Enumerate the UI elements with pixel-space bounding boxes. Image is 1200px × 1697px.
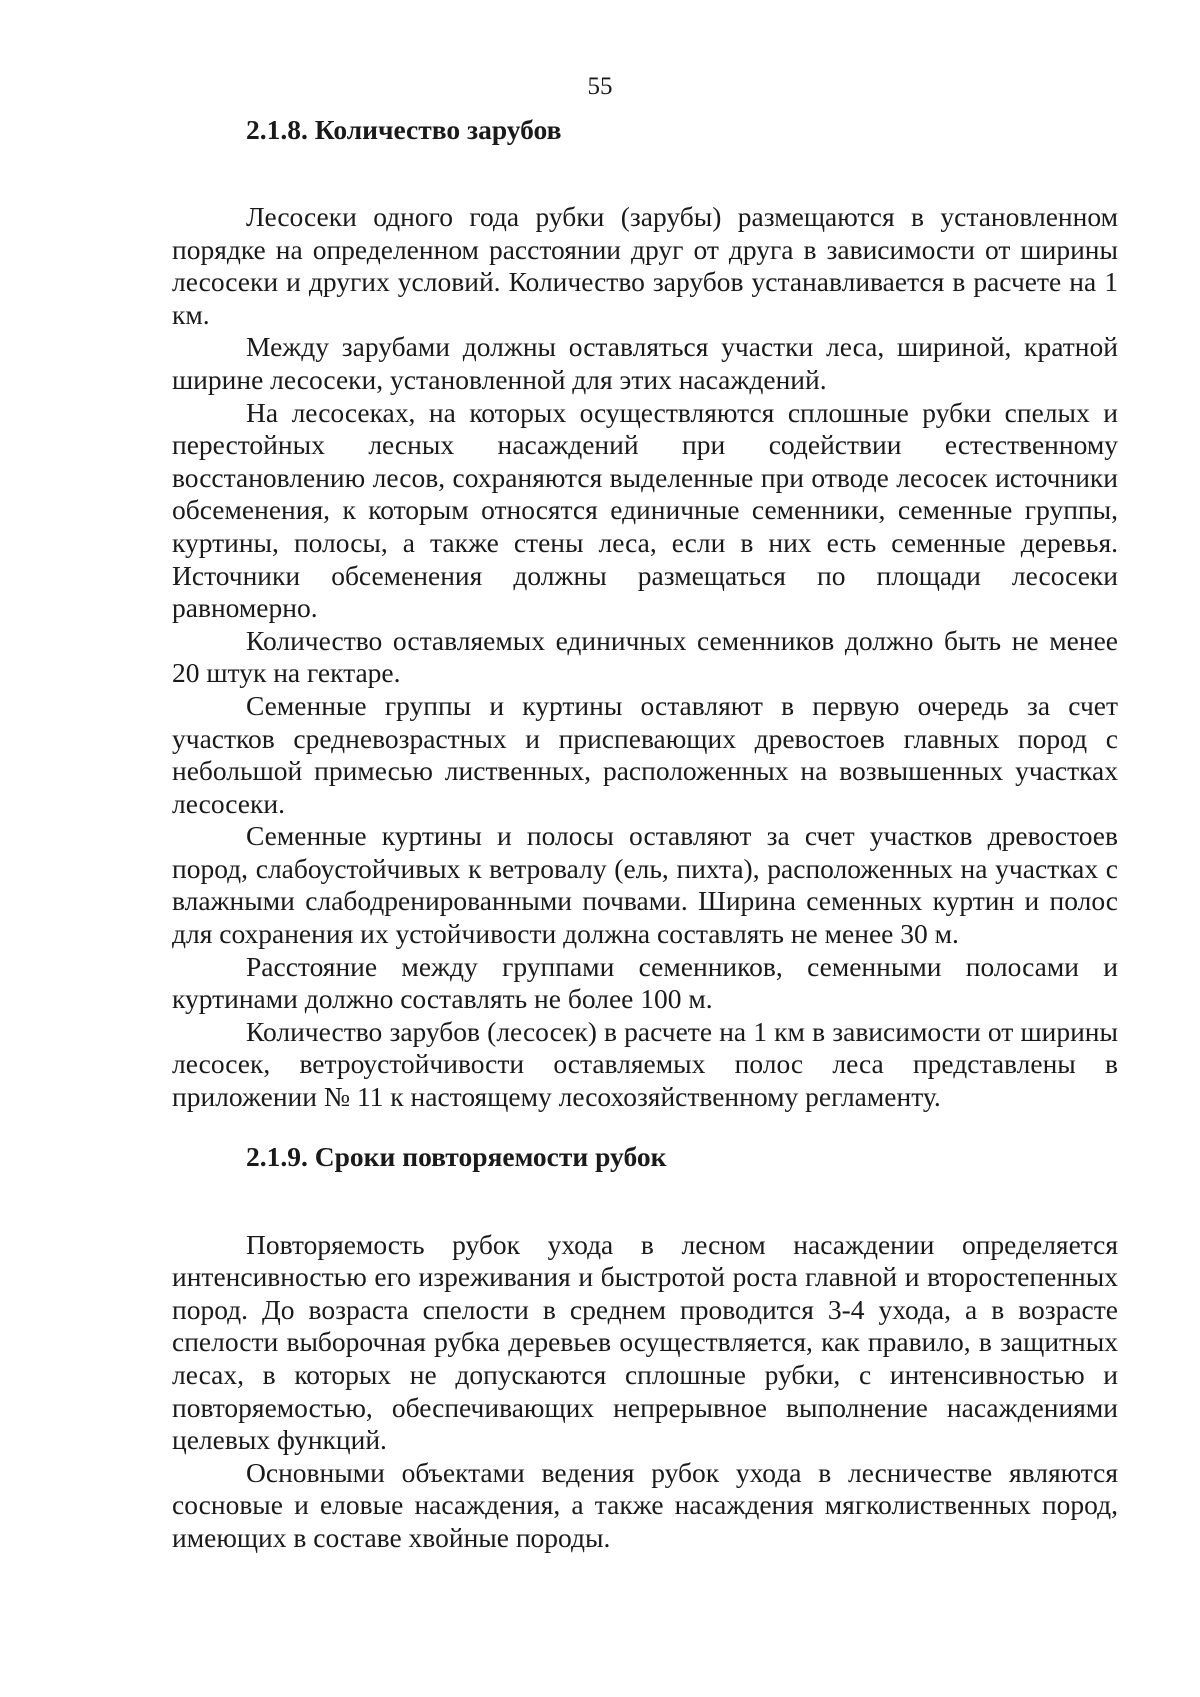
- paragraph: Повторяемость рубок ухода в лесном насаждении определяется интенсивностью его изреживания и быстротой роста главной и второстепенных пород. До возраста спелости в среднем проводится 3-4 ухода, а в возрасте спелости выборочная рубка деревьев осуществляется, как правило, в защитных лесах, в которых не допускаются сплошные рубки, с интенсивностью и повторяемостью, обеспечивающих непрерывное выполнение насаждениями целевых функций.: [172, 1228, 1118, 1456]
- paragraph: Расстояние между группами семенников, семенными полосами и куртинами должно составлять не более 100 м.: [172, 950, 1118, 1015]
- page-content: [172, 113, 1118, 1555]
- paragraph: Количество зарубов (лесосек) в расчете на 1 км в зависимости от ширины лесосек, ветроустойчивости оставляемых полос леса представлены в приложении № 11 к настоящему лесохозяйственному регламенту.: [172, 1015, 1118, 1113]
- section-heading-2-1-9: 2.1.9. Сроки повторяемости рубок: [246, 1140, 667, 1172]
- paragraph: Семенные куртины и полосы оставляют за счет участков древостоев пород, слабоустойчивых к ветровалу (ель, пихта), расположенных на участках с влажными слабодренированными почвами. Ширина семенных куртин и полос для сохранения их устойчивости должна составлять не менее 30 м.: [172, 820, 1118, 950]
- paragraph: Количество оставляемых единичных семенников должно быть не менее 20 штук на гектаре.: [172, 624, 1118, 689]
- paragraph: Основными объектами ведения рубок ухода в лесничестве являются сосновые и еловые насаждения, а также насаждения мягколиственных пород, имеющих в составе хвойные породы.: [172, 1456, 1118, 1553]
- section-heading-2-1-8: 2.1.8. Количество зарубов: [246, 114, 562, 145]
- page-number: 55: [587, 73, 613, 100]
- paragraph: Семенные группы и куртины оставляют в первую очередь за счет участков средневозрастных и приспевающих древостоев главных пород с небольшой примесью лиственных, расположенных на возвышенных участках лесосеки.: [172, 689, 1118, 819]
- paragraph: На лесосеках, на которых осуществляются сплошные рубки спелых и перестойных лесных насаждений при содействии естественному восстановлению лесов, сохраняются выделенные при отводе лесосек источники обсеменения, к которым относятся единичные семенники, семенные группы, куртины, полосы, а также стены леса, если в них есть семенные деревья. Источники обсеменения должны размещаться по площади лесосеки равномерно.: [172, 396, 1118, 624]
- paragraph: Лесосеки одного года рубки (зарубы) размещаются в установленном порядке на определенном расстоянии друг от друга в зависимости от ширины лесосеки и других условий. Количество зарубов устанавливается в расчете на 1 км.: [172, 201, 1118, 330]
- paragraph: Между зарубами должны оставляться участки леса, шириной, кратной ширине лесосеки, установленной для этих насаждений.: [172, 331, 1118, 395]
